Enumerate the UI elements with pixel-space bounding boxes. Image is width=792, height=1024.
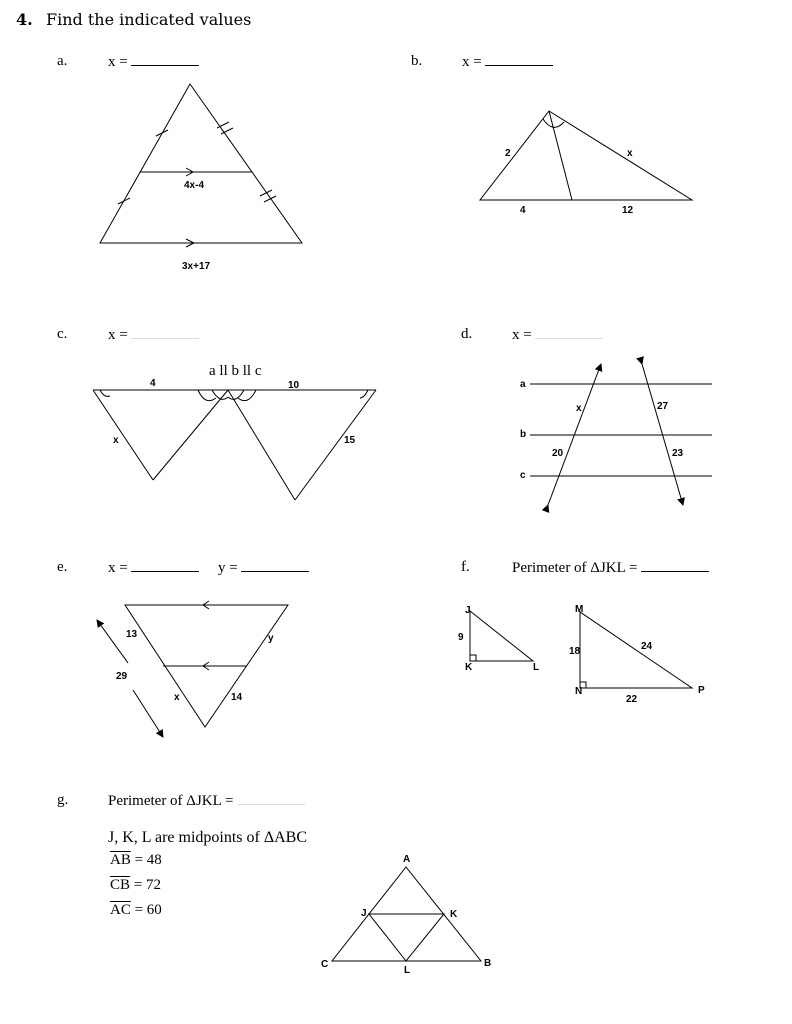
fig-c-label-top-left: 4 xyxy=(150,378,156,389)
fig-g-label-B: B xyxy=(484,958,492,969)
part-a-letter: a. xyxy=(57,53,68,69)
fig-f-label-22: 22 xyxy=(626,694,638,705)
part-e-prompt-x-text: x = xyxy=(108,560,128,576)
part-g-letter: g. xyxy=(57,792,69,808)
fig-e-length-arrow-up xyxy=(97,620,128,663)
figure-c-triangles xyxy=(93,390,376,500)
fig-c-label-right: 15 xyxy=(344,435,356,446)
part-f-letter: f. xyxy=(461,559,470,575)
part-g-prompt-text: Perimeter of ΔJKL = xyxy=(108,793,234,809)
figure-b-triangle xyxy=(480,111,692,200)
fig-g-label-C: C xyxy=(321,959,329,970)
fig-f-label-9: 9 xyxy=(458,632,464,643)
fig-c-left-tri-right xyxy=(153,390,228,480)
fig-b-label-left: 2 xyxy=(505,148,511,159)
fig-d-label-x: x xyxy=(576,403,582,414)
part-c-letter: c. xyxy=(57,326,68,342)
fig-c-right-tri-right xyxy=(295,390,376,500)
fig-f-label-P: P xyxy=(698,685,705,696)
part-f-prompt-text: Perimeter of ΔJKL = xyxy=(512,560,638,576)
fig-g-triangle-jkl xyxy=(369,914,444,961)
segment-ac-name: $\overline{AC}$ xyxy=(110,902,131,918)
fig-a-outer-triangle xyxy=(100,84,302,243)
fig-a-tick-right-lower-1 xyxy=(260,190,272,196)
figure-g-triangle xyxy=(332,867,481,961)
part-e-prompt-y-text: y = xyxy=(218,560,238,576)
segment-ab-value: = 48 xyxy=(134,852,162,868)
part-b-prompt-text: x = xyxy=(462,54,482,70)
fig-d-label-27: 27 xyxy=(657,401,669,412)
fig-f-label-M: M xyxy=(575,604,584,615)
figure-f-triangles xyxy=(470,611,692,688)
figure-a-triangle xyxy=(100,84,302,247)
fig-g-label-K: K xyxy=(450,909,458,920)
figure-d-transversals xyxy=(530,364,712,505)
fig-g-label-A: A xyxy=(403,854,411,865)
fig-f-triangle-jkl xyxy=(470,611,533,661)
fig-c-angle-arc-4 xyxy=(212,390,228,399)
problem-number: 4. xyxy=(16,10,33,29)
fig-f-triangle-mnp xyxy=(580,612,692,688)
fig-f-label-18: 18 xyxy=(569,646,581,657)
part-e-letter: e. xyxy=(57,559,68,575)
fig-f-label-24: 24 xyxy=(641,641,653,652)
fig-b-outer-triangle xyxy=(480,111,692,200)
fig-c-angle-arc-2 xyxy=(360,390,368,398)
fig-e-label-14: 14 xyxy=(231,692,243,703)
segment-cb-name: $\overline{CB}$ xyxy=(110,877,131,893)
part-b-letter: b. xyxy=(411,53,423,69)
segment-ab-name: $\overline{AB}$ xyxy=(110,852,131,868)
fig-b-label-base-right: 12 xyxy=(622,205,634,216)
fig-d-label-23: 23 xyxy=(672,448,684,459)
part-g-given: J, K, L are midpoints of ΔABC xyxy=(108,829,308,846)
part-a-prompt-text: x = xyxy=(108,54,128,70)
fig-d-label-line-b: b xyxy=(520,429,527,440)
fig-e-label-29: 29 xyxy=(116,671,128,682)
fig-c-right-tri-left xyxy=(228,390,295,500)
fig-f-label-L: L xyxy=(533,662,540,673)
fig-d-label-line-c: c xyxy=(520,470,526,481)
fig-a-tick-left-upper xyxy=(156,130,168,136)
fig-d-label-line-a: a xyxy=(520,379,526,390)
fig-a-tick-left-lower xyxy=(118,198,130,204)
part-c-prompt-text: x = xyxy=(108,327,128,343)
part-d-prompt-text: x = xyxy=(512,327,532,343)
fig-f-label-K: K xyxy=(465,662,473,673)
fig-g-label-L: L xyxy=(404,965,411,976)
problem-instruction: Find the indicated values xyxy=(46,10,252,29)
fig-b-bisector xyxy=(549,111,572,200)
fig-f-label-J: J xyxy=(465,605,471,616)
fig-e-label-13: 13 xyxy=(126,629,138,640)
fig-d-label-20: 20 xyxy=(552,448,564,459)
fig-b-label-right: x xyxy=(627,148,633,159)
fig-e-length-arrow-down xyxy=(133,690,163,737)
fig-e-label-x: x xyxy=(174,692,180,703)
fig-f-right-angle-k xyxy=(470,655,476,661)
fig-a-label-mid: 4x-4 xyxy=(184,180,205,191)
part-d-letter: d. xyxy=(461,326,473,342)
fig-f-label-N: N xyxy=(575,686,583,697)
fig-c-angle-arc-1 xyxy=(100,390,110,396)
fig-c-left-tri-left xyxy=(93,390,153,480)
fig-g-label-J: J xyxy=(361,908,367,919)
fig-b-angle-arc xyxy=(543,119,564,127)
fig-b-label-base-left: 4 xyxy=(520,205,526,216)
part-c-parallel-note: a ll b ll c xyxy=(209,363,262,379)
fig-e-label-y: y xyxy=(268,633,274,644)
fig-a-label-base: 3x+17 xyxy=(182,261,211,272)
segment-cb-value: = 72 xyxy=(133,877,161,893)
figure-e-triangle xyxy=(97,601,288,737)
fig-c-label-top-right: 10 xyxy=(288,380,300,391)
segment-ac-value: = 60 xyxy=(134,902,162,918)
fig-c-label-left: x xyxy=(113,435,119,446)
